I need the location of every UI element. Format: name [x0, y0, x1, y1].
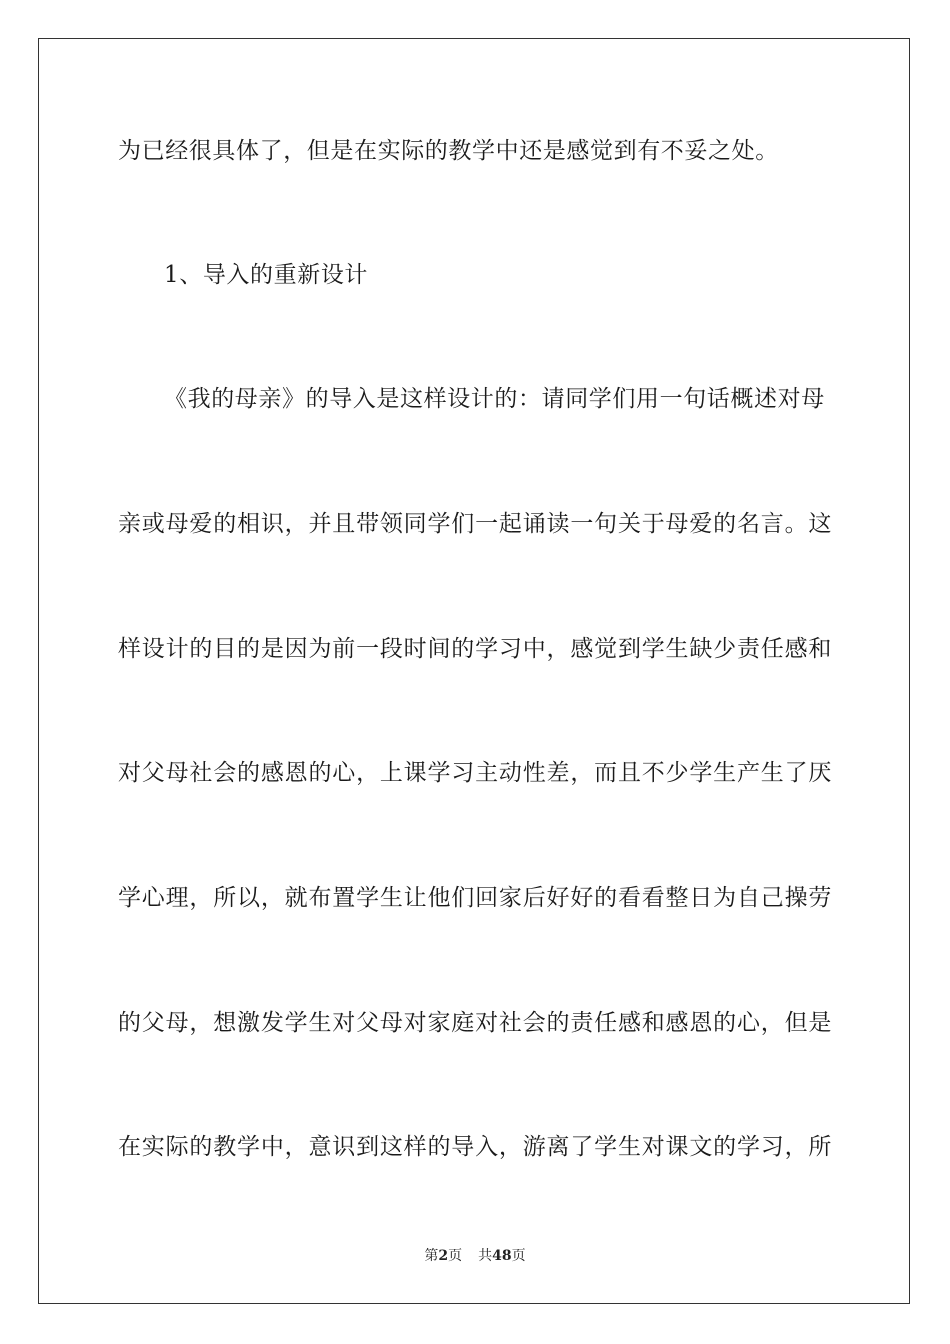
section-heading: 1、导入的重新设计 [164, 262, 369, 288]
page-suffix: 页 [448, 1248, 463, 1264]
text-line-9: 在实际的教学中，意识到这样的导入，游离了学生对课文的学习，所 [118, 1134, 832, 1160]
page-footer [0, 1247, 950, 1265]
page-prefix: 第 [424, 1248, 439, 1264]
total-suffix: 页 [511, 1248, 526, 1264]
text-line-6: 对父母社会的感恩的心，上课学习主动性差，而且不少学生产生了厌 [118, 760, 832, 786]
text-line-7: 学心理，所以，就布置学生让他们回家后好好的看看整日为自己操劳 [118, 885, 832, 911]
text-line-5: 样设计的目的是因为前一段时间的学习中，感觉到学生缺少责任感和 [118, 636, 832, 662]
total-prefix: 共 [478, 1248, 493, 1264]
total-pages: 48 [492, 1248, 512, 1264]
text-line-8: 的父母，想激发学生对父母对家庭对社会的责任感和感恩的心，但是 [118, 1010, 832, 1036]
page-border [38, 38, 910, 1304]
text-line-4: 亲或母爱的相识，并且带领同学们一起诵读一句关于母爱的名言。这 [118, 511, 832, 537]
text-line-3: 《我的母亲》的导入是这样设计的：请同学们用一句话概述对母 [164, 386, 825, 412]
page-number: 2 [438, 1248, 449, 1264]
text-line-1: 为已经很具体了，但是在实际的教学中还是感觉到有不妥之处。 [118, 138, 779, 164]
